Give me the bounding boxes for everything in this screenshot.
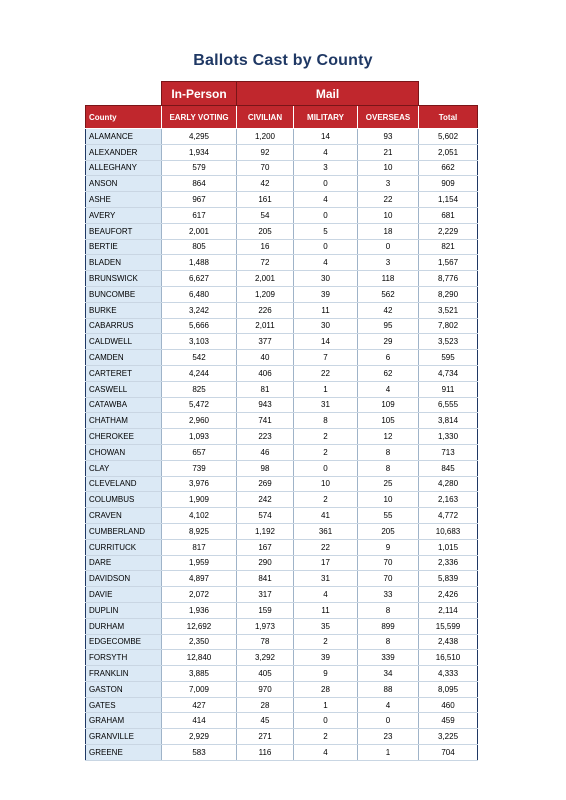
military-cell: 2 [294,729,358,745]
group-header-mail: Mail [237,82,419,106]
civilian-cell: 405 [237,666,294,682]
overseas-cell: 205 [358,523,419,539]
civilian-cell: 1,973 [237,618,294,634]
overseas-cell: 0 [358,713,419,729]
table-row [86,666,478,682]
early-voting-cell: 1,959 [162,555,237,571]
total-cell: 2,114 [419,602,478,618]
early-voting-cell: 1,909 [162,492,237,508]
table-row [86,255,478,271]
column-header-total: Total [419,106,478,129]
overseas-cell: 8 [358,602,419,618]
civilian-cell: 317 [237,587,294,603]
county-cell: ALAMANCE [86,129,162,145]
military-cell: 14 [294,129,358,145]
early-voting-cell: 2,960 [162,413,237,429]
military-cell: 4 [294,587,358,603]
overseas-cell: 6 [358,350,419,366]
county-cell: BURKE [86,302,162,318]
early-voting-cell: 2,929 [162,729,237,745]
total-cell: 1,567 [419,255,478,271]
table-row [86,271,478,287]
overseas-cell: 562 [358,286,419,302]
county-cell: CARTERET [86,365,162,381]
civilian-cell: 98 [237,460,294,476]
county-cell: CHOWAN [86,444,162,460]
table-row [86,176,478,192]
military-cell: 2 [294,444,358,460]
total-cell: 8,095 [419,681,478,697]
overseas-cell: 899 [358,618,419,634]
county-cell: CURRITUCK [86,539,162,555]
early-voting-cell: 967 [162,192,237,208]
overseas-cell: 10 [358,207,419,223]
early-voting-cell: 1,936 [162,602,237,618]
civilian-cell: 40 [237,350,294,366]
total-cell: 5,839 [419,571,478,587]
overseas-cell: 22 [358,192,419,208]
overseas-cell: 95 [358,318,419,334]
total-cell: 4,772 [419,508,478,524]
overseas-cell: 1 [358,745,419,761]
military-cell: 1 [294,697,358,713]
column-header-county: County [86,106,162,129]
military-cell: 9 [294,666,358,682]
total-cell: 16,510 [419,650,478,666]
table-row [86,476,478,492]
table-row [86,602,478,618]
county-cell: COLUMBUS [86,492,162,508]
county-cell: BUNCOMBE [86,286,162,302]
early-voting-cell: 1,093 [162,429,237,445]
early-voting-cell: 4,102 [162,508,237,524]
table-row [86,713,478,729]
county-cell: CRAVEN [86,508,162,524]
civilian-cell: 167 [237,539,294,555]
total-cell: 8,776 [419,271,478,287]
civilian-cell: 271 [237,729,294,745]
overseas-cell: 12 [358,429,419,445]
total-cell: 1,015 [419,539,478,555]
overseas-cell: 55 [358,508,419,524]
military-cell: 11 [294,302,358,318]
overseas-cell: 105 [358,413,419,429]
civilian-cell: 72 [237,255,294,271]
county-cell: GREENE [86,745,162,761]
county-cell: BRUNSWICK [86,271,162,287]
overseas-cell: 0 [358,239,419,255]
overseas-cell: 9 [358,539,419,555]
military-cell: 0 [294,713,358,729]
county-cell: ALLEGHANY [86,160,162,176]
overseas-cell: 23 [358,729,419,745]
military-cell: 8 [294,413,358,429]
overseas-cell: 62 [358,365,419,381]
early-voting-cell: 4,897 [162,571,237,587]
military-cell: 14 [294,334,358,350]
page-title: Ballots Cast by County [193,52,373,69]
total-cell: 5,602 [419,129,478,145]
county-cell: GRANVILLE [86,729,162,745]
table-row [86,381,478,397]
early-voting-cell: 579 [162,160,237,176]
county-cell: CHEROKEE [86,429,162,445]
table-row [86,286,478,302]
table-row [86,413,478,429]
military-cell: 4 [294,255,358,271]
table-row [86,144,478,160]
overseas-cell: 8 [358,444,419,460]
group-header-in-person: In-Person [162,82,237,106]
civilian-cell: 1,209 [237,286,294,302]
civilian-cell: 116 [237,745,294,761]
county-cell: ANSON [86,176,162,192]
military-cell: 361 [294,523,358,539]
military-cell: 0 [294,460,358,476]
table-row [86,460,478,476]
early-voting-cell: 542 [162,350,237,366]
civilian-cell: 46 [237,444,294,460]
early-voting-cell: 805 [162,239,237,255]
early-voting-cell: 2,072 [162,587,237,603]
military-cell: 22 [294,365,358,381]
overseas-cell: 8 [358,460,419,476]
table-row [86,492,478,508]
military-cell: 41 [294,508,358,524]
early-voting-cell: 617 [162,207,237,223]
civilian-cell: 841 [237,571,294,587]
ballots-table [85,81,478,761]
civilian-cell: 42 [237,176,294,192]
table-row [86,334,478,350]
county-cell: AVERY [86,207,162,223]
table-body [86,129,478,761]
early-voting-cell: 3,242 [162,302,237,318]
county-cell: GATES [86,697,162,713]
early-voting-cell: 657 [162,444,237,460]
table-row [86,444,478,460]
total-cell: 909 [419,176,478,192]
total-cell: 2,229 [419,223,478,239]
table-row [86,539,478,555]
table-row [86,697,478,713]
county-cell: CUMBERLAND [86,523,162,539]
civilian-cell: 1,200 [237,129,294,145]
early-voting-cell: 3,885 [162,666,237,682]
county-cell: GRAHAM [86,713,162,729]
military-cell: 0 [294,207,358,223]
military-cell: 31 [294,397,358,413]
overseas-cell: 3 [358,255,419,271]
total-cell: 681 [419,207,478,223]
military-cell: 4 [294,144,358,160]
table-row [86,429,478,445]
table-row [86,729,478,745]
county-cell: EDGECOMBE [86,634,162,650]
overseas-cell: 25 [358,476,419,492]
early-voting-cell: 739 [162,460,237,476]
table-row [86,318,478,334]
civilian-cell: 226 [237,302,294,318]
county-cell: DARE [86,555,162,571]
total-cell: 2,426 [419,587,478,603]
civilian-cell: 290 [237,555,294,571]
military-cell: 2 [294,492,358,508]
total-cell: 3,225 [419,729,478,745]
civilian-cell: 45 [237,713,294,729]
military-cell: 10 [294,476,358,492]
civilian-cell: 16 [237,239,294,255]
overseas-cell: 34 [358,666,419,682]
table-row [86,397,478,413]
county-cell: DAVIDSON [86,571,162,587]
early-voting-cell: 3,103 [162,334,237,350]
total-cell: 460 [419,697,478,713]
table-row [86,350,478,366]
early-voting-cell: 817 [162,539,237,555]
table-row [86,508,478,524]
civilian-cell: 92 [237,144,294,160]
overseas-cell: 4 [358,697,419,713]
overseas-cell: 29 [358,334,419,350]
overseas-cell: 70 [358,571,419,587]
military-cell: 0 [294,176,358,192]
group-header-blank [86,82,162,106]
military-cell: 4 [294,192,358,208]
column-header-overseas: OVERSEAS [358,106,419,129]
civilian-cell: 269 [237,476,294,492]
total-cell: 2,438 [419,634,478,650]
table-row [86,160,478,176]
early-voting-cell: 6,480 [162,286,237,302]
overseas-cell: 8 [358,634,419,650]
total-cell: 8,290 [419,286,478,302]
civilian-cell: 159 [237,602,294,618]
table-row [86,365,478,381]
overseas-cell: 88 [358,681,419,697]
civilian-cell: 1,192 [237,523,294,539]
table-row [86,207,478,223]
table-row [86,745,478,761]
county-cell: FRANKLIN [86,666,162,682]
civilian-cell: 970 [237,681,294,697]
civilian-cell: 377 [237,334,294,350]
military-cell: 5 [294,223,358,239]
county-cell: ASHE [86,192,162,208]
military-cell: 22 [294,539,358,555]
total-cell: 4,734 [419,365,478,381]
county-cell: CLEVELAND [86,476,162,492]
military-cell: 2 [294,429,358,445]
county-cell: DAVIE [86,587,162,603]
civilian-cell: 574 [237,508,294,524]
total-cell: 459 [419,713,478,729]
military-cell: 39 [294,650,358,666]
total-cell: 4,280 [419,476,478,492]
overseas-cell: 10 [358,492,419,508]
overseas-cell: 21 [358,144,419,160]
total-cell: 15,599 [419,618,478,634]
table-row [86,618,478,634]
total-cell: 7,802 [419,318,478,334]
county-cell: CATAWBA [86,397,162,413]
early-voting-cell: 5,472 [162,397,237,413]
county-cell: ALEXANDER [86,144,162,160]
table-row [86,587,478,603]
overseas-cell: 339 [358,650,419,666]
civilian-cell: 54 [237,207,294,223]
military-cell: 39 [294,286,358,302]
table-row [86,302,478,318]
total-cell: 1,330 [419,429,478,445]
county-cell: CABARRUS [86,318,162,334]
military-cell: 4 [294,745,358,761]
table-row [86,650,478,666]
military-cell: 3 [294,160,358,176]
civilian-cell: 741 [237,413,294,429]
military-cell: 31 [294,571,358,587]
early-voting-cell: 8,925 [162,523,237,539]
total-cell: 662 [419,160,478,176]
table-row [86,223,478,239]
early-voting-cell: 12,840 [162,650,237,666]
county-cell: BLADEN [86,255,162,271]
total-cell: 4,333 [419,666,478,682]
total-cell: 6,555 [419,397,478,413]
county-cell: CLAY [86,460,162,476]
early-voting-cell: 864 [162,176,237,192]
military-cell: 28 [294,681,358,697]
military-cell: 2 [294,634,358,650]
civilian-cell: 70 [237,160,294,176]
table-row [86,681,478,697]
overseas-cell: 93 [358,129,419,145]
early-voting-cell: 1,934 [162,144,237,160]
military-cell: 7 [294,350,358,366]
table-row [86,239,478,255]
total-cell: 10,683 [419,523,478,539]
civilian-cell: 242 [237,492,294,508]
early-voting-cell: 2,001 [162,223,237,239]
overseas-cell: 10 [358,160,419,176]
early-voting-cell: 6,627 [162,271,237,287]
table-row [86,523,478,539]
total-cell: 713 [419,444,478,460]
military-cell: 11 [294,602,358,618]
early-voting-cell: 2,350 [162,634,237,650]
table-row [86,129,478,145]
civilian-cell: 223 [237,429,294,445]
table-row [86,192,478,208]
military-cell: 30 [294,271,358,287]
early-voting-cell: 1,488 [162,255,237,271]
civilian-cell: 2,011 [237,318,294,334]
military-cell: 35 [294,618,358,634]
overseas-cell: 33 [358,587,419,603]
county-cell: DURHAM [86,618,162,634]
county-cell: CHATHAM [86,413,162,429]
military-cell: 0 [294,239,358,255]
overseas-cell: 18 [358,223,419,239]
county-cell: DUPLIN [86,602,162,618]
overseas-cell: 118 [358,271,419,287]
county-cell: CAMDEN [86,350,162,366]
military-cell: 17 [294,555,358,571]
military-cell: 1 [294,381,358,397]
early-voting-cell: 12,692 [162,618,237,634]
early-voting-cell: 427 [162,697,237,713]
total-cell: 1,154 [419,192,478,208]
early-voting-cell: 3,976 [162,476,237,492]
civilian-cell: 406 [237,365,294,381]
overseas-cell: 70 [358,555,419,571]
county-cell: GASTON [86,681,162,697]
civilian-cell: 81 [237,381,294,397]
overseas-cell: 42 [358,302,419,318]
civilian-cell: 2,001 [237,271,294,287]
total-cell: 3,521 [419,302,478,318]
total-cell: 3,814 [419,413,478,429]
column-header-civilian: CIVILIAN [237,106,294,129]
military-cell: 30 [294,318,358,334]
early-voting-cell: 4,244 [162,365,237,381]
civilian-cell: 205 [237,223,294,239]
total-cell: 704 [419,745,478,761]
table-row [86,634,478,650]
early-voting-cell: 4,295 [162,129,237,145]
group-header-blank [419,82,478,106]
total-cell: 911 [419,381,478,397]
county-cell: BERTIE [86,239,162,255]
early-voting-cell: 7,009 [162,681,237,697]
column-header-military: MILITARY [294,106,358,129]
total-cell: 2,051 [419,144,478,160]
early-voting-cell: 5,666 [162,318,237,334]
overseas-cell: 109 [358,397,419,413]
county-cell: FORSYTH [86,650,162,666]
early-voting-cell: 825 [162,381,237,397]
total-cell: 2,163 [419,492,478,508]
total-cell: 2,336 [419,555,478,571]
civilian-cell: 161 [237,192,294,208]
civilian-cell: 943 [237,397,294,413]
column-header-early-voting: EARLY VOTING [162,106,237,129]
table-row [86,571,478,587]
overseas-cell: 4 [358,381,419,397]
overseas-cell: 3 [358,176,419,192]
total-cell: 595 [419,350,478,366]
total-cell: 3,523 [419,334,478,350]
county-cell: CALDWELL [86,334,162,350]
county-cell: BEAUFORT [86,223,162,239]
table-row [86,555,478,571]
total-cell: 845 [419,460,478,476]
civilian-cell: 28 [237,697,294,713]
early-voting-cell: 414 [162,713,237,729]
early-voting-cell: 583 [162,745,237,761]
civilian-cell: 3,292 [237,650,294,666]
total-cell: 821 [419,239,478,255]
county-cell: CASWELL [86,381,162,397]
civilian-cell: 78 [237,634,294,650]
